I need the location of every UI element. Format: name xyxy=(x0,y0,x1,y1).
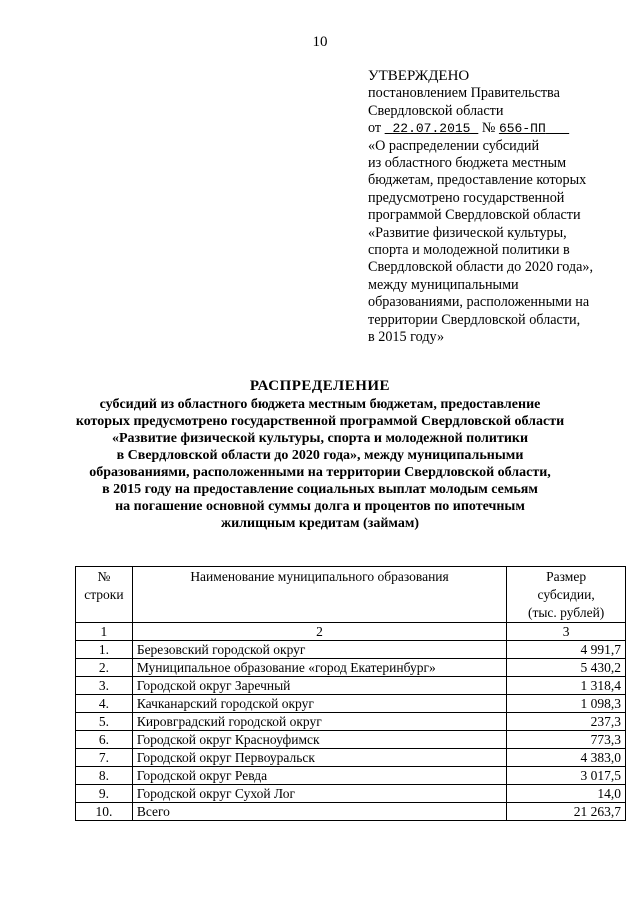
column-number-row xyxy=(76,623,626,641)
row-number: 1. xyxy=(76,641,133,659)
column-number: 2 xyxy=(132,623,506,641)
row-number: 10. xyxy=(76,803,133,821)
municipality-name: Всего xyxy=(132,803,506,821)
number-prefix: № xyxy=(481,120,496,137)
table-row xyxy=(76,641,626,659)
approval-stamp xyxy=(368,68,628,347)
approval-title-line: бюджетам, предоставление которых xyxy=(368,172,587,189)
approval-date: 22.07.2015 xyxy=(392,121,471,137)
approval-title-line: из областного бюджета местным xyxy=(368,155,567,172)
subsidy-amount: 1 318,4 xyxy=(507,677,626,695)
subsidies-table xyxy=(75,566,626,821)
table-row xyxy=(76,731,626,749)
column-number: 1 xyxy=(76,623,133,641)
approval-title-line: образованиями, расположенными на xyxy=(368,294,590,311)
municipality-name: Городской округ Сухой Лог xyxy=(132,785,506,803)
municipality-name: Муниципальное образование «город Екатеринбург» xyxy=(132,659,506,677)
subtitle-line: в 2015 году на предоставление социальных выплат молодым семьям xyxy=(102,482,538,497)
approval-title-line: «Развитие физической культуры, xyxy=(368,224,567,241)
row-number: 8. xyxy=(76,767,133,785)
date-prefix: от xyxy=(368,120,382,137)
approval-title-line: территории Свердловской области, xyxy=(368,311,581,328)
approval-title-line: спорта и молодежной политики в xyxy=(368,242,570,259)
subsidy-amount: 5 430,2 xyxy=(507,659,626,677)
table-row xyxy=(76,803,626,821)
table-row xyxy=(76,767,626,785)
approval-date-line xyxy=(368,120,628,137)
table-header-row xyxy=(76,567,626,623)
approval-title-line: «О распределении субсидий xyxy=(368,137,540,154)
subtitle-line: жилищным кредитам (займам) xyxy=(220,516,420,531)
municipality-name: Березовский городской округ xyxy=(132,641,506,659)
header-municipality-name: Наименование муниципального образования xyxy=(132,567,506,623)
approval-title-line: программой Свердловской области xyxy=(368,207,581,224)
column-number: 3 xyxy=(507,623,626,641)
subsidy-amount: 14,0 xyxy=(507,785,626,803)
subtitle-line: «Развитие физической культуры, спорта и молодежной политики xyxy=(111,431,529,446)
table-row xyxy=(76,695,626,713)
approval-line-1: постановлением Правительства xyxy=(368,85,560,102)
row-number: 7. xyxy=(76,749,133,767)
subsidy-amount: 1 098,3 xyxy=(507,695,626,713)
document-title: РАСПРЕДЕЛЕНИЕ xyxy=(249,378,391,394)
municipality-name: Городской округ Ревда xyxy=(132,767,506,785)
subtitle-line: образованиями, расположенными на территории Свердловской области, xyxy=(89,465,551,480)
subsidy-amount: 773,3 xyxy=(507,731,626,749)
row-number: 9. xyxy=(76,785,133,803)
subtitle-line: которых предусмотрено государственной программой Свердловской области xyxy=(75,414,565,429)
header-subsidy-amount: Размер субсидии, (тыс. рублей) xyxy=(507,567,626,623)
row-number: 2. xyxy=(76,659,133,677)
municipality-name: Городской округ Заречный xyxy=(132,677,506,695)
municipality-name: Качканарский городской округ xyxy=(132,695,506,713)
approval-title-line: Свердловской области до 2020 года», xyxy=(368,259,594,276)
row-number: 6. xyxy=(76,731,133,749)
approval-title xyxy=(368,138,628,347)
page-number: 10 xyxy=(312,34,328,50)
subsidy-amount: 3 017,5 xyxy=(507,767,626,785)
subsidy-amount: 237,3 xyxy=(507,713,626,731)
row-number: 5. xyxy=(76,713,133,731)
subsidy-amount: 21 263,7 xyxy=(507,803,626,821)
approval-title-line: в 2015 году» xyxy=(368,329,445,346)
approval-number: 656-ПП xyxy=(498,121,546,137)
subtitle-line: субсидий из областного бюджета местным бюджетам, предоставление xyxy=(99,397,541,412)
table-row xyxy=(76,749,626,767)
document-subtitle xyxy=(60,396,580,532)
row-number: 3. xyxy=(76,677,133,695)
table-row xyxy=(76,713,626,731)
header-row-number: № строки xyxy=(76,567,133,623)
approval-heading: УТВЕРЖДЕНО xyxy=(368,68,470,84)
municipality-name: Городской округ Красноуфимск xyxy=(132,731,506,749)
table-row xyxy=(76,785,626,803)
subtitle-line: в Свердловской области до 2020 года», между муниципальными xyxy=(116,448,524,463)
municipality-name: Городской округ Первоуральск xyxy=(132,749,506,767)
table-row xyxy=(76,659,626,677)
subsidy-amount: 4 383,0 xyxy=(507,749,626,767)
subtitle-line: на погашение основной суммы долга и процентов по ипотечным xyxy=(115,499,525,514)
table-row xyxy=(76,677,626,695)
municipality-name: Кировградский городской округ xyxy=(132,713,506,731)
subsidy-amount: 4 991,7 xyxy=(507,641,626,659)
row-number: 4. xyxy=(76,695,133,713)
approval-title-line: между муниципальными xyxy=(368,276,519,293)
approval-title-line: предусмотрено государственной xyxy=(368,189,565,206)
approval-line-2: Свердловской области xyxy=(368,102,504,119)
